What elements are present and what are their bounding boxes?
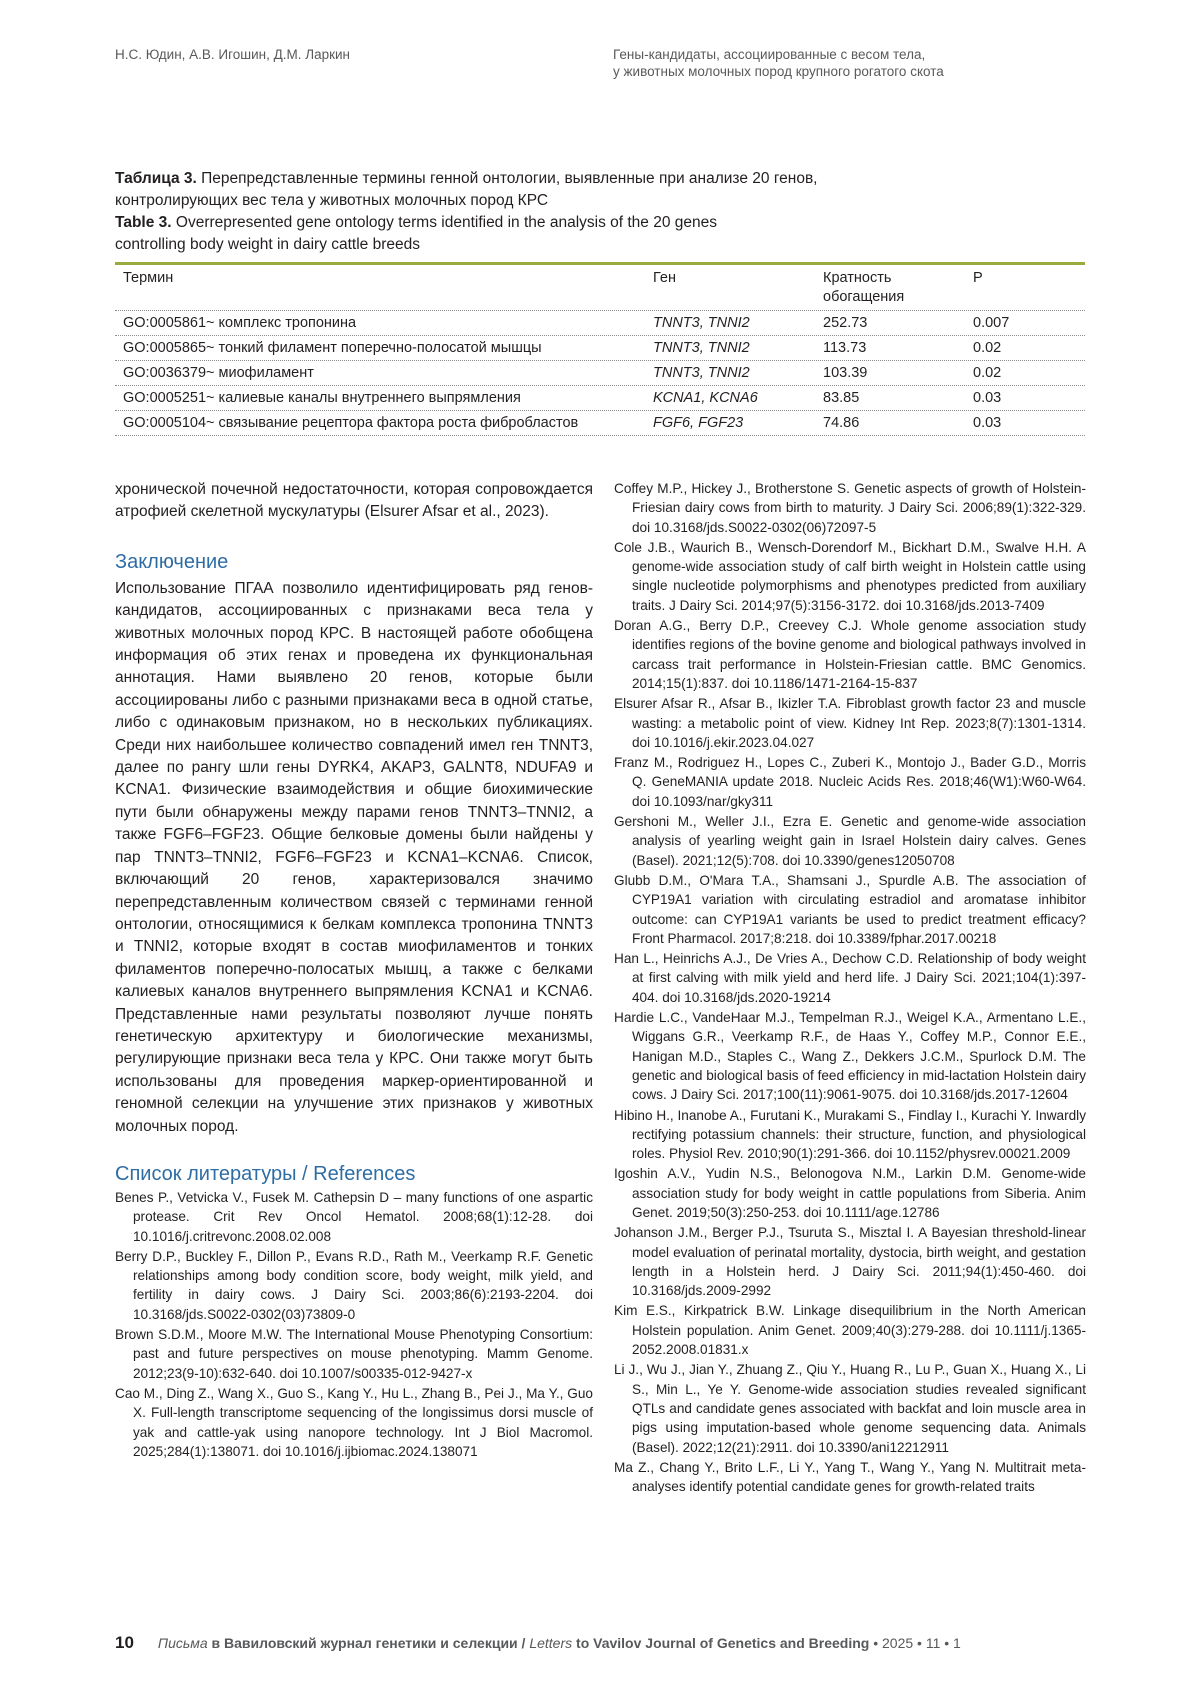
- reference-item: Han L., Heinrichs A.J., De Vries A., Dechow C.D. Relationship of body weight at first calving with milk yield and herd life. J Dairy Sci. 2021;104(1):397-404. doi 10.3168/jds.2020-19214: [614, 951, 1086, 1005]
- caption-ru-line-2: контролирующих вес тела у животных молочных пород КРС: [115, 192, 549, 209]
- table-cell-term: GO:0005251~ калиевые каналы внутреннего выпрямления: [123, 390, 521, 406]
- table-cell-gene: TNNT3, TNNI2: [653, 315, 750, 331]
- footer-journal-ru-italic: Письма: [157, 1635, 208, 1651]
- reference-item: Glubb D.M., O'Mara T.A., Shamsani J., Spurdle A.B. The association of CYP19A1 variation with circulating estradiol and aromatase inhibitor outcome: can CYP19A1 variants be used to predict treatment efficacy? Front Pharmacol. 2017;8:218. doi 10.3389/fphar.2017.00218: [614, 872, 1086, 946]
- reference-item: Elsurer Afsar R., Afsar B., Ikizler T.A. Fibroblast growth factor 23 and muscle wasting: a metabolic point of view. Kidney Int Rep. 2023;8(7):1301-1314. doi 10.1016/j.ekir.2023.04.027: [614, 696, 1086, 750]
- reference-item: Hibino H., Inanobe A., Furutani K., Murakami S., Findlay I., Kurachi Y. Inwardly rectifying potassium channels: their structure, function, and physiological roles. Physiol Rev. 2010;90(1):291-366. doi 10.1152/physrev.00021.2009: [614, 1107, 1086, 1162]
- page-number: 10: [115, 1633, 134, 1652]
- conclusion-heading: Заключение: [115, 550, 229, 573]
- table-cell-term: GO:0036379~ миофиламент: [123, 365, 314, 381]
- caption-en-line-1: [115, 212, 1125, 234]
- left-column: [115, 479, 593, 1462]
- table-cell-fold: 74.86: [823, 415, 860, 431]
- header-title-line-1: Гены-кандидаты, ассоциированные с весом тела,: [613, 47, 926, 62]
- footer-journal-en-italic: Letters: [529, 1635, 573, 1651]
- reference-list-left: [115, 1188, 593, 1461]
- caption-ru-label: Таблица 3.: [115, 170, 197, 187]
- references-heading: Список литературы / References: [115, 1162, 416, 1185]
- reference-item: Cao M., Ding Z., Wang X., Guo S., Kang Y., Hu L., Zhang B., Pei J., Ma Y., Guo X. Full-length transcriptome sequencing of the longissimus dorsi muscle of yak and cattle-yak using nanopore technology. Int J Biol Macromol. 2025;284(1):138071. doi 10.1016/j.ijbiomac.2024.138071: [115, 1385, 593, 1459]
- caption-ru-line-1: [115, 168, 1125, 190]
- caption-ru-text-1: Перепредставленные термины генной онтологии, выявленные при анализе 20 генов,: [201, 170, 818, 187]
- right-column: [614, 479, 1086, 1497]
- table-row: [115, 336, 1085, 361]
- go-terms-table: [115, 262, 1085, 436]
- reference-item: Coffey M.P., Hickey J., Brotherstone S. Genetic aspects of growth of Holstein-Friesian dairy cows from birth to maturity. J Dairy Sci. 2006;89(1):322-329. doi 10.3168/jds.S0022-0302(06)72097-5: [614, 481, 1086, 535]
- table-row: [115, 361, 1085, 386]
- table-cell-p: 0.007: [973, 315, 1010, 331]
- page-footer: [115, 1633, 1125, 1653]
- reference-item: Kim E.S., Kirkpatrick B.W. Linkage disequilibrium in the North American Holstein population. Anim Genet. 2009;40(3):279-288. doi 10.1111/j.1365-2052.2008.01831.x: [614, 1303, 1086, 1358]
- conclusion-paragraph: Использование ПГАА позволило идентифицировать ряд генов-кандидатов, ассоциированных с признаками веса тела у животных молочных пород КРС. В настоящей работе обобщена информация об этих генах и проведена их функциональная аннотация. Нами выявлено 20 генов, которые были ассоциированы либо с разными признаками веса в одной статье, либо с одинаковым признаком, но в нескольких публикациях. Среди них наибольшее количество совпадений имел ген TNNT3, далее по рангу шли гены DYRK4, AKAP3, GALNT8, NDUFA9 и KCNA1. Физические взаимодействия и общие биохимические пути были обнаружены между парами генов TNNT3–TNNI2, а также FGF6–FGF23. Общие белковые домены были найдены у пар TNNT3–TNNI2, FGF6–FGF23 и KCNA1–KCNA6. Список, включающий 20 генов, характеризовался значимо перепредставленным количеством связей с терминами генной онтологии, относящимися к белкам комплекса тропонина TNNT3 и TNNI2, которые входят в состав миофиламентов и тонких филаментов поперечно-полосатых мышц, а также с белками калиевых каналов внутреннего выпрямления KCNA1 и KCNA6. Представленные нами результаты позволяют лучше понять генетическую архитектуру и биологические механизмы, регулирующие признаки веса тела у КРС. Они также могут быть использованы для проведения маркер-ориентированной и геномной селекции на улучшение этих признаков у животных молочных пород.: [115, 579, 593, 1135]
- reference-list-right: [614, 479, 1086, 1496]
- table-row: [115, 311, 1085, 336]
- table-cell-fold: 252.73: [823, 315, 868, 331]
- reference-item: Hardie L.C., VandeHaar M.J., Tempelman R.J., Weigel K.A., Armentano L.E., Wiggans G.R., Veerkamp R.F., de Haas Y., Coffey M.P., Connor E.E., Hanigan M.D., Staples C., Wang Z., Dekkers J.C.M., Spurlock D.M. The genetic and biological basis of feed efficiency in mid-lactation Holstein dairy cows. J Dairy Sci. 2017;100(11):9061-9075. doi 10.3168/jds.2017-12604: [614, 1010, 1086, 1103]
- table-caption: [115, 168, 1125, 256]
- table-cell-fold: 83.85: [823, 390, 860, 406]
- table-cell-term: GO:0005861~ комплекс тропонина: [123, 315, 357, 331]
- caption-en-text-1: Overrepresented gene ontology terms identified in the analysis of the 20 genes: [175, 214, 718, 231]
- table-header-p: P: [973, 270, 983, 286]
- table-cell-p: 0.02: [973, 340, 1002, 356]
- table-row: [115, 411, 1085, 436]
- table-header-gene: Ген: [653, 270, 676, 286]
- table-cell-fold: 113.73: [823, 340, 867, 356]
- table-cell-term: GO:0005865~ тонкий филамент поперечно-полосатой мышцы: [123, 340, 542, 356]
- table-cell-p: 0.03: [973, 415, 1002, 431]
- footer-journal-en: to Vavilov Journal of Genetics and Breeding: [572, 1635, 870, 1651]
- table-header-term: Термин: [123, 270, 174, 286]
- table-cell-p: 0.02: [973, 365, 1002, 381]
- reference-item: Gershoni M., Weller J.I., Ezra E. Genetic and genome-wide association analysis of yearling weight gain in Israel Holstein dairy calves. Genes (Basel). 2021;12(5):708. doi 10.3390/genes12050708: [614, 814, 1086, 868]
- caption-en-label: Table 3.: [115, 214, 172, 231]
- reference-item: Cole J.B., Waurich B., Wensch-Dorendorf M., Bickhart D.M., Swalve H.H. A genome-wide association study of calf birth weight in Holstein cattle using single nucleotide polymorphisms and phenotypes predicted from auxiliary traits. J Dairy Sci. 2014;97(5):3156-3172. doi 10.3168/jds.2013-7409: [614, 539, 1086, 613]
- footer-journal-ru: в Вавиловский журнал генетики и селекции /: [207, 1635, 530, 1651]
- table-row: [115, 386, 1085, 411]
- reference-item: Benes P., Vetvicka V., Fusek M. Cathepsin D – many functions of one aspartic protease. Crit Rev Oncol Hematol. 2008;68(1):12-28. doi 10.1016/j.critrevonc.2008.02.008: [115, 1189, 593, 1244]
- table-cell-fold: 103.39: [823, 365, 868, 381]
- reference-item: Igoshin A.V., Yudin N.S., Belonogova N.M., Larkin D.M. Genome-wide association study for body weight in cattle populations from Siberia. Anim Genet. 2019;50(3):250-253. doi 10.1111/age.12786: [614, 1166, 1086, 1220]
- table-cell-p: 0.03: [973, 390, 1002, 406]
- intro-paragraph: хронической почечной недостаточности, которая сопровождается атрофией скелетной мускулатуры (Elsurer Afsar et al., 2023).: [115, 481, 593, 521]
- reference-item: Doran A.G., Berry D.P., Creevey C.J. Whole genome association study identifies regions of the bovine genome and biological pathways involved in carcass trait performance in Holstein-Friesian cattle. BMC Genomics. 2014;15(1):837. doi 10.1186/1471-2164-15-837: [614, 618, 1086, 691]
- reference-item: Johanson J.M., Berger P.J., Tsuruta S., Misztal I. A Bayesian threshold-linear model evaluation of perinatal mortality, dystocia, birth weight, and gestation length in a Holstein herd. J Dairy Sci. 2011;94(1):450-460. doi 10.3168/jds.2009-2992: [614, 1225, 1086, 1299]
- caption-en-line-2: controlling body weight in dairy cattle breeds: [115, 236, 421, 253]
- table-header-fold: Кратность обогащения: [823, 270, 905, 305]
- reference-item: Berry D.P., Buckley F., Dillon P., Evans R.D., Rath M., Veerkamp R.F. Genetic relationships among body condition score, body weight, milk yield, and fertility in dairy cows. J Dairy Sci. 2003;86(6):2193-2204. doi 10.3168/jds.S0022-0302(03)73809-0: [115, 1248, 593, 1322]
- table-cell-gene: KCNA1, KCNA6: [653, 390, 758, 406]
- table-cell-term: GO:0005104~ связывание рецептора фактора роста фибробластов: [123, 415, 579, 431]
- reference-item: Brown S.D.M., Moore M.W. The International Mouse Phenotyping Consortium: past and future perspectives on mouse phenotyping. Mamm Genome. 2012;23(9-10):632-640. doi 10.1007/s00335-012-9427-x: [115, 1327, 593, 1381]
- table-cell-gene: TNNT3, TNNI2: [653, 365, 750, 381]
- reference-item: Ma Z., Chang Y., Brito L.F., Li Y., Yang T., Wang Y., Yang N. Multitrait meta-analyses identify potential candidate genes for growth-related traits: [614, 1459, 1086, 1495]
- footer-issue: • 2025 • 11 • 1: [869, 1635, 961, 1651]
- header-title-line-2: у животных молочных пород крупного рогатого скота: [613, 64, 944, 79]
- table-header-row: [115, 265, 1085, 311]
- reference-item: Li J., Wu J., Jian Y., Zhuang Z., Qiu Y., Huang R., Lu P., Guan X., Huang X., Li S., Min L., Ye Y. Genome-wide association studies revealed significant QTLs and candidate genes associated with backfat and loin muscle area in pigs using imputation-based whole genome sequencing data. Animals (Basel). 2022;12(21):2911. doi 10.3390/ani12212911: [614, 1362, 1086, 1455]
- table-cell-gene: FGF6, FGF23: [653, 415, 744, 431]
- header-authors: Н.С. Юдин, А.В. Игошин, Д.М. Ларкин: [115, 47, 351, 62]
- header-article-title: [613, 46, 944, 80]
- reference-item: Franz M., Rodriguez H., Lopes C., Zuberi K., Montojo J., Bader G.D., Morris Q. GeneMANIA update 2018. Nucleic Acids Res. 2018;46(W1):W60-W64. doi 10.1093/nar/gky311: [614, 755, 1086, 809]
- table-cell-gene: TNNT3, TNNI2: [653, 340, 750, 356]
